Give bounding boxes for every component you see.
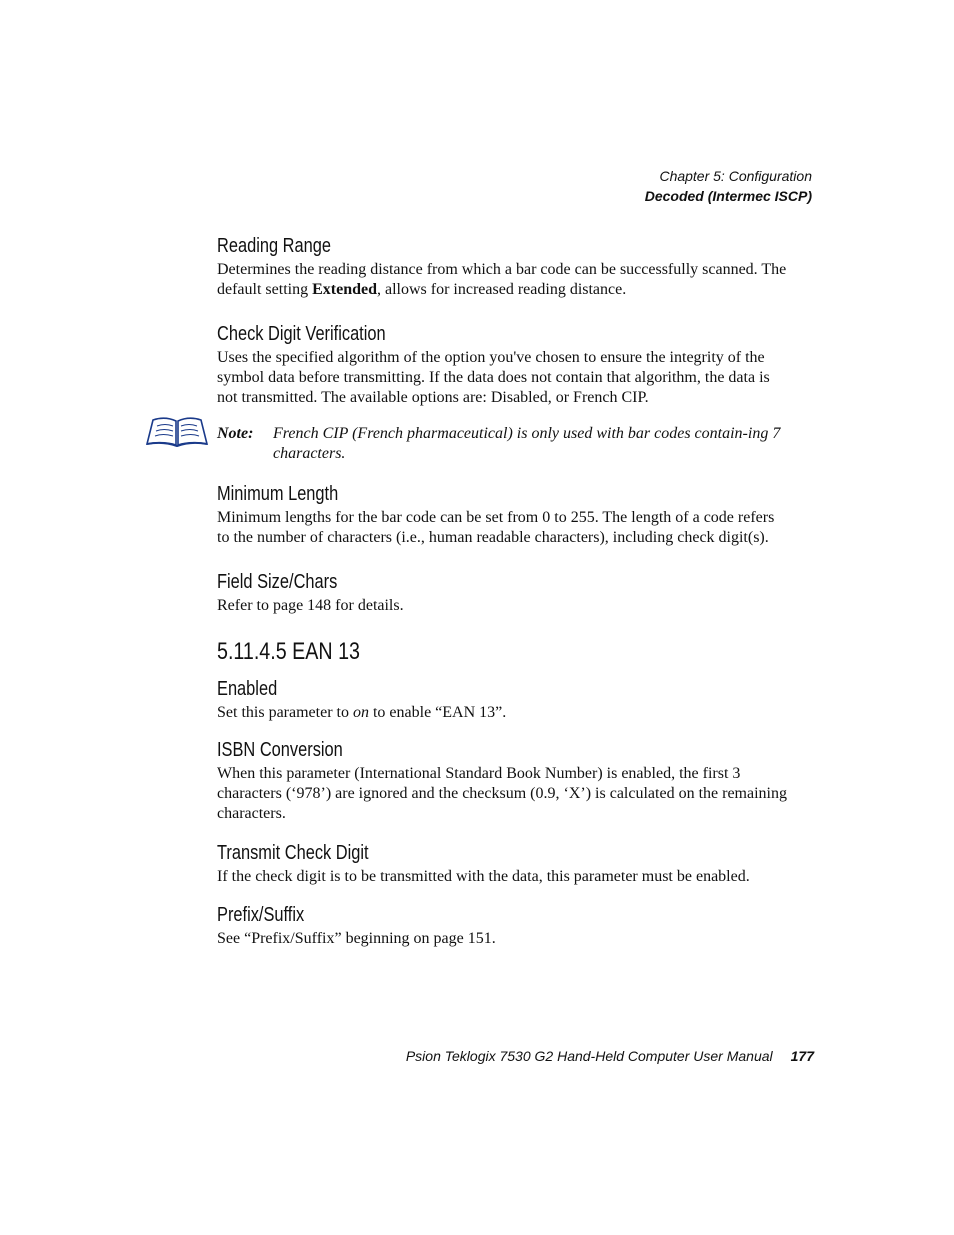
paragraph-prefix-suffix: See “Prefix/Suffix” beginning on page 151. bbox=[217, 930, 496, 947]
paragraph-transmit-check-digit: If the check digit is to be transmitted with the data, this parameter must be enabled. bbox=[217, 868, 750, 885]
heading-check-digit-verification: Check Digit Verification bbox=[217, 323, 386, 345]
running-header-section: Decoded (Intermec ISCP) bbox=[644, 188, 812, 204]
heading-field-size-chars: Field Size/Chars bbox=[217, 571, 338, 593]
paragraph-isbn-conversion: When this parameter (International Standard Book Number) is enabled, the first 3 characters (‘978’) are ignored and the checksum (0.9, ‘X’) is calculated on the remaining characters. bbox=[217, 765, 787, 822]
heading-transmit-check-digit: Transmit Check Digit bbox=[217, 842, 369, 864]
paragraph-check-digit-verification: Uses the specified algorithm of the option you've chosen to ensure the integrity of the symbol data before transmitting. If the data does not contain that algorithm, the data is not transmitted. The available options are: Disabled, or French CIP. bbox=[217, 349, 770, 406]
footer-manual-title: Psion Teklogix 7530 G2 Hand-Held Computer User Manual bbox=[405, 1048, 773, 1064]
paragraph-enabled: Set this parameter to on to enable “EAN 13”. bbox=[217, 704, 507, 721]
paragraph-reading-range: Determines the reading distance from which a bar code can be successfully scanned. The default setting Extended, allows for increased reading distance. bbox=[217, 261, 787, 298]
open-book-icon bbox=[145, 414, 209, 448]
page-number: 177 bbox=[790, 1048, 814, 1064]
heading-minimum-length: Minimum Length bbox=[217, 483, 339, 505]
heading-prefix-suffix: Prefix/Suffix bbox=[217, 904, 305, 926]
running-header-chapter: Chapter 5: Configuration bbox=[659, 168, 812, 184]
heading-reading-range: Reading Range bbox=[217, 235, 331, 257]
note-block bbox=[217, 424, 787, 464]
heading-enabled: Enabled bbox=[217, 678, 278, 700]
paragraph-minimum-length: Minimum lengths for the bar code can be set from 0 to 255. The length of a code refers to the number of characters (i.e., human readable characters), including check digit(s). bbox=[217, 509, 775, 546]
heading-isbn-conversion: ISBN Conversion bbox=[217, 739, 343, 761]
paragraph-field-size-chars: Refer to page 148 for details. bbox=[217, 597, 404, 614]
note-label: Note: bbox=[217, 425, 254, 442]
page-footer bbox=[406, 1046, 814, 1066]
note-text: French CIP (French pharmaceutical) is only used with bar codes contain-ing 7 characters. bbox=[273, 425, 781, 462]
heading-ean-13: 5.11.4.5 EAN 13 bbox=[217, 638, 360, 665]
page-content bbox=[217, 232, 787, 949]
